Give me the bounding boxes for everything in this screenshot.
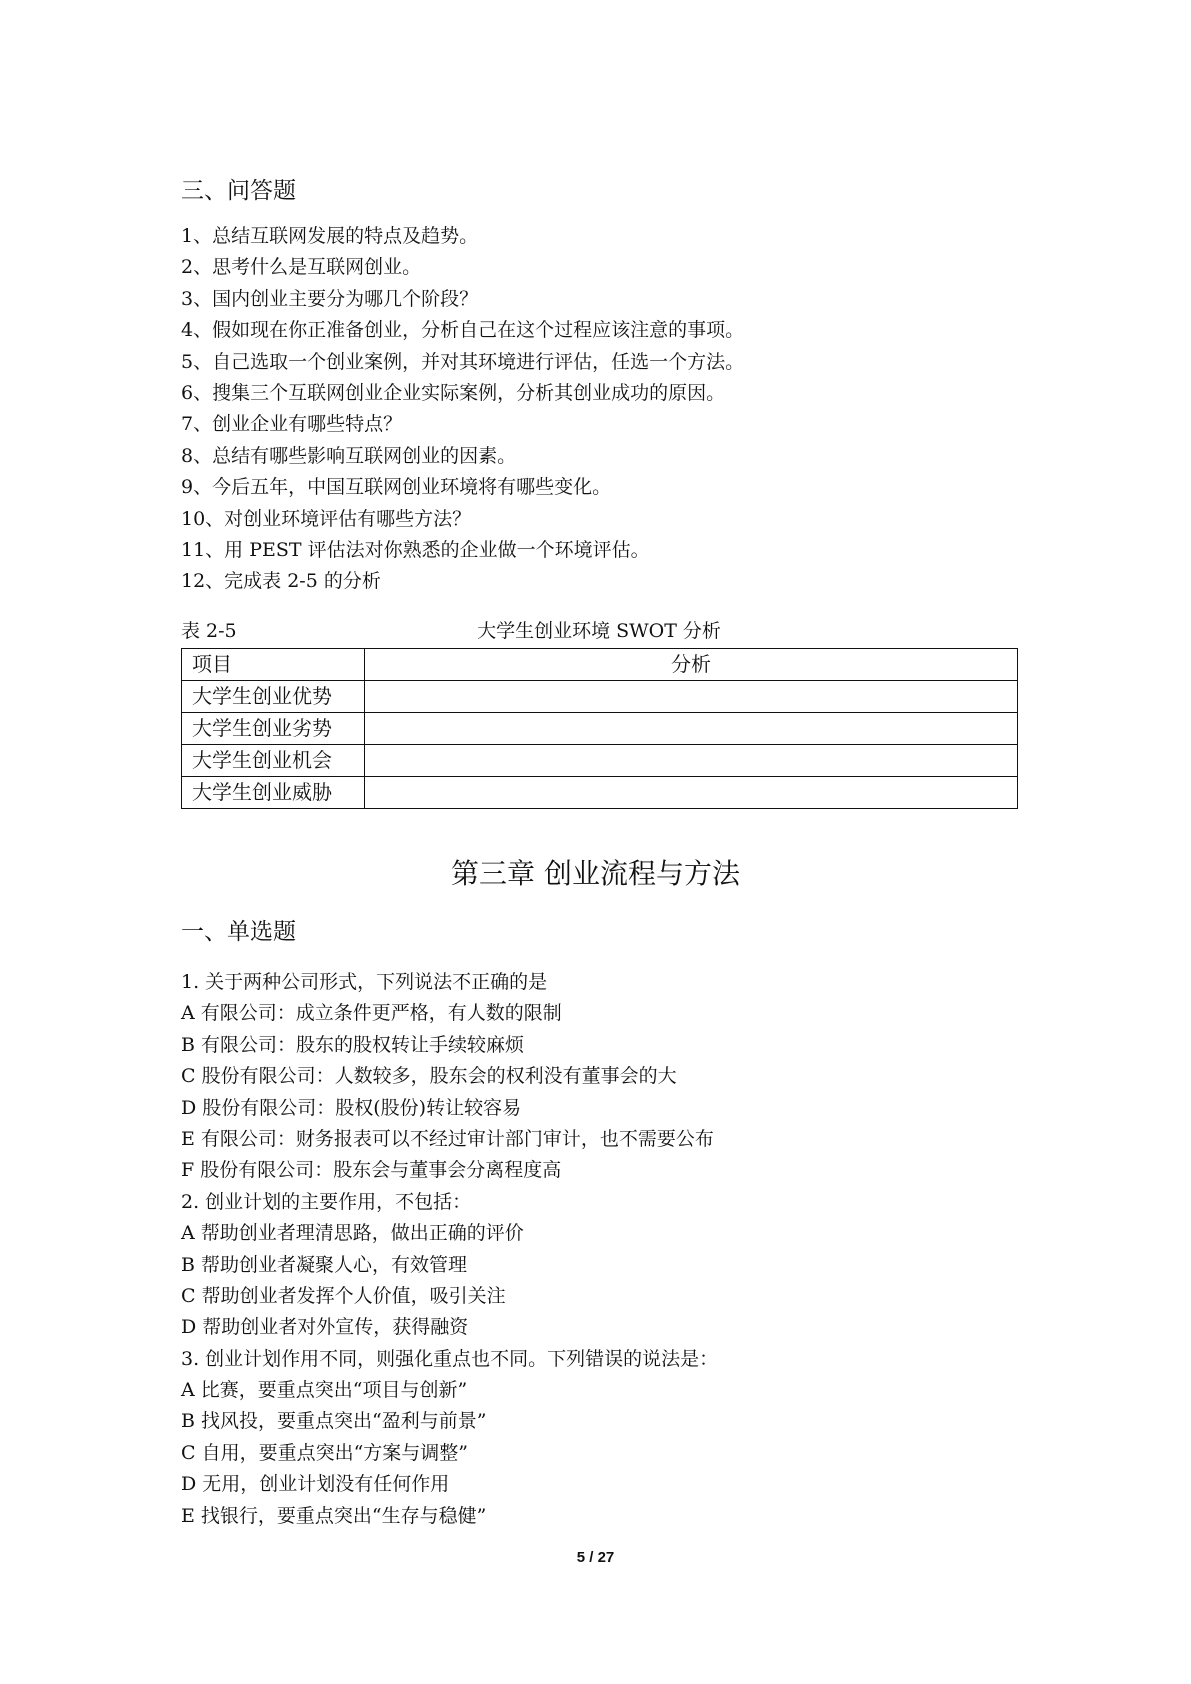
qa-question: 4、假如现在你正准备创业，分析自己在这个过程应该注意的事项。 (181, 319, 745, 342)
table-cell-item: 大学生创业优势 (182, 681, 365, 713)
mc-line: A 比赛，要重点突出“项目与创新” (181, 1379, 468, 1402)
mc-line: C 自用，要重点突出“方案与调整” (181, 1441, 469, 1464)
table-row (182, 777, 1018, 809)
table-title: 大学生创业环境 SWOT 分析 (477, 620, 721, 642)
table-cell-analysis (365, 777, 1018, 809)
mc-line: E 找银行，要重点突出“生存与稳健” (181, 1504, 487, 1527)
mc-section-heading: 一、单选题 (181, 919, 296, 945)
qa-question: 10、对创业环境评估有哪些方法？ (181, 507, 472, 530)
table-row (182, 681, 1018, 713)
qa-question: 2、思考什么是互联网创业。 (181, 256, 422, 279)
swot-table (181, 648, 1018, 809)
table-cell-analysis (365, 681, 1018, 713)
qa-question: 8、总结有哪些影响互联网创业的因素。 (181, 444, 517, 467)
mc-line: B 帮助创业者凝聚人心，有效管理 (181, 1253, 468, 1276)
mc-line: D 帮助创业者对外宣传，获得融资 (181, 1316, 469, 1339)
qa-question: 5、自己选取一个创业案例，并对其环境进行评估，任选一个方法。 (181, 350, 745, 373)
table-cell-item: 大学生创业劣势 (182, 713, 365, 745)
mc-line: A 有限公司：成立条件更严格，有人数的限制 (181, 1002, 562, 1025)
mc-line: E 有限公司：财务报表可以不经过审计部门审计，也不需要公布 (181, 1127, 714, 1150)
mc-line: B 找风投，要重点突出“盈利与前景” (181, 1410, 487, 1433)
mc-line: B 有限公司：股东的股权转让手续较麻烦 (181, 1033, 525, 1056)
qa-section-heading: 三、问答题 (181, 178, 296, 204)
qa-question: 6、搜集三个互联网创业企业实际案例，分析其创业成功的原因。 (181, 381, 726, 404)
table-header-cell: 项目 (182, 649, 365, 681)
mc-question-list (181, 967, 718, 1532)
chapter-title: 第三章 创业流程与方法 (451, 857, 740, 890)
qa-question: 9、今后五年，中国互联网创业环境将有哪些变化。 (181, 476, 612, 499)
mc-line: D 股份有限公司：股权(股份)转让较容易 (181, 1096, 522, 1119)
table-row (182, 713, 1018, 745)
mc-line: C 股份有限公司：人数较多，股东会的权利没有董事会的大 (181, 1065, 677, 1088)
mc-line: C 帮助创业者发挥个人价值，吸引关注 (181, 1284, 506, 1307)
mc-line: 1. 关于两种公司形式，下列说法不正确的是 (181, 971, 548, 993)
table-caption (181, 617, 1017, 645)
page-number: 5 / 27 (576, 1549, 615, 1566)
mc-line: A 帮助创业者理清思路，做出正确的评价 (181, 1222, 524, 1245)
qa-question: 7、创业企业有哪些特点？ (181, 413, 403, 436)
qa-question: 1、总结互联网发展的特点及趋势。 (181, 225, 479, 247)
qa-question: 12、完成表 2-5 的分析 (181, 570, 381, 593)
table-header-row (182, 649, 1018, 681)
table-cell-analysis (365, 713, 1018, 745)
mc-line: 3. 创业计划作用不同，则强化重点也不同。下列错误的说法是： (181, 1347, 719, 1370)
table-number: 表 2-5 (181, 620, 237, 642)
table-cell-analysis (365, 745, 1018, 777)
qa-question-list (181, 221, 744, 598)
qa-question: 11、用 PEST 评估法对你熟悉的企业做一个环境评估。 (181, 538, 650, 561)
table-cell-item: 大学生创业威胁 (182, 777, 365, 809)
table-row (182, 745, 1018, 777)
qa-question: 3、国内创业主要分为哪几个阶段？ (181, 287, 479, 310)
mc-line: 2. 创业计划的主要作用，不包括： (181, 1190, 472, 1213)
mc-line: F 股份有限公司：股东会与董事会分离程度高 (181, 1159, 562, 1182)
table-cell-item: 大学生创业机会 (182, 745, 365, 777)
table-header-cell: 分析 (365, 649, 1018, 681)
mc-line: D 无用，创业计划没有任何作用 (181, 1473, 450, 1496)
